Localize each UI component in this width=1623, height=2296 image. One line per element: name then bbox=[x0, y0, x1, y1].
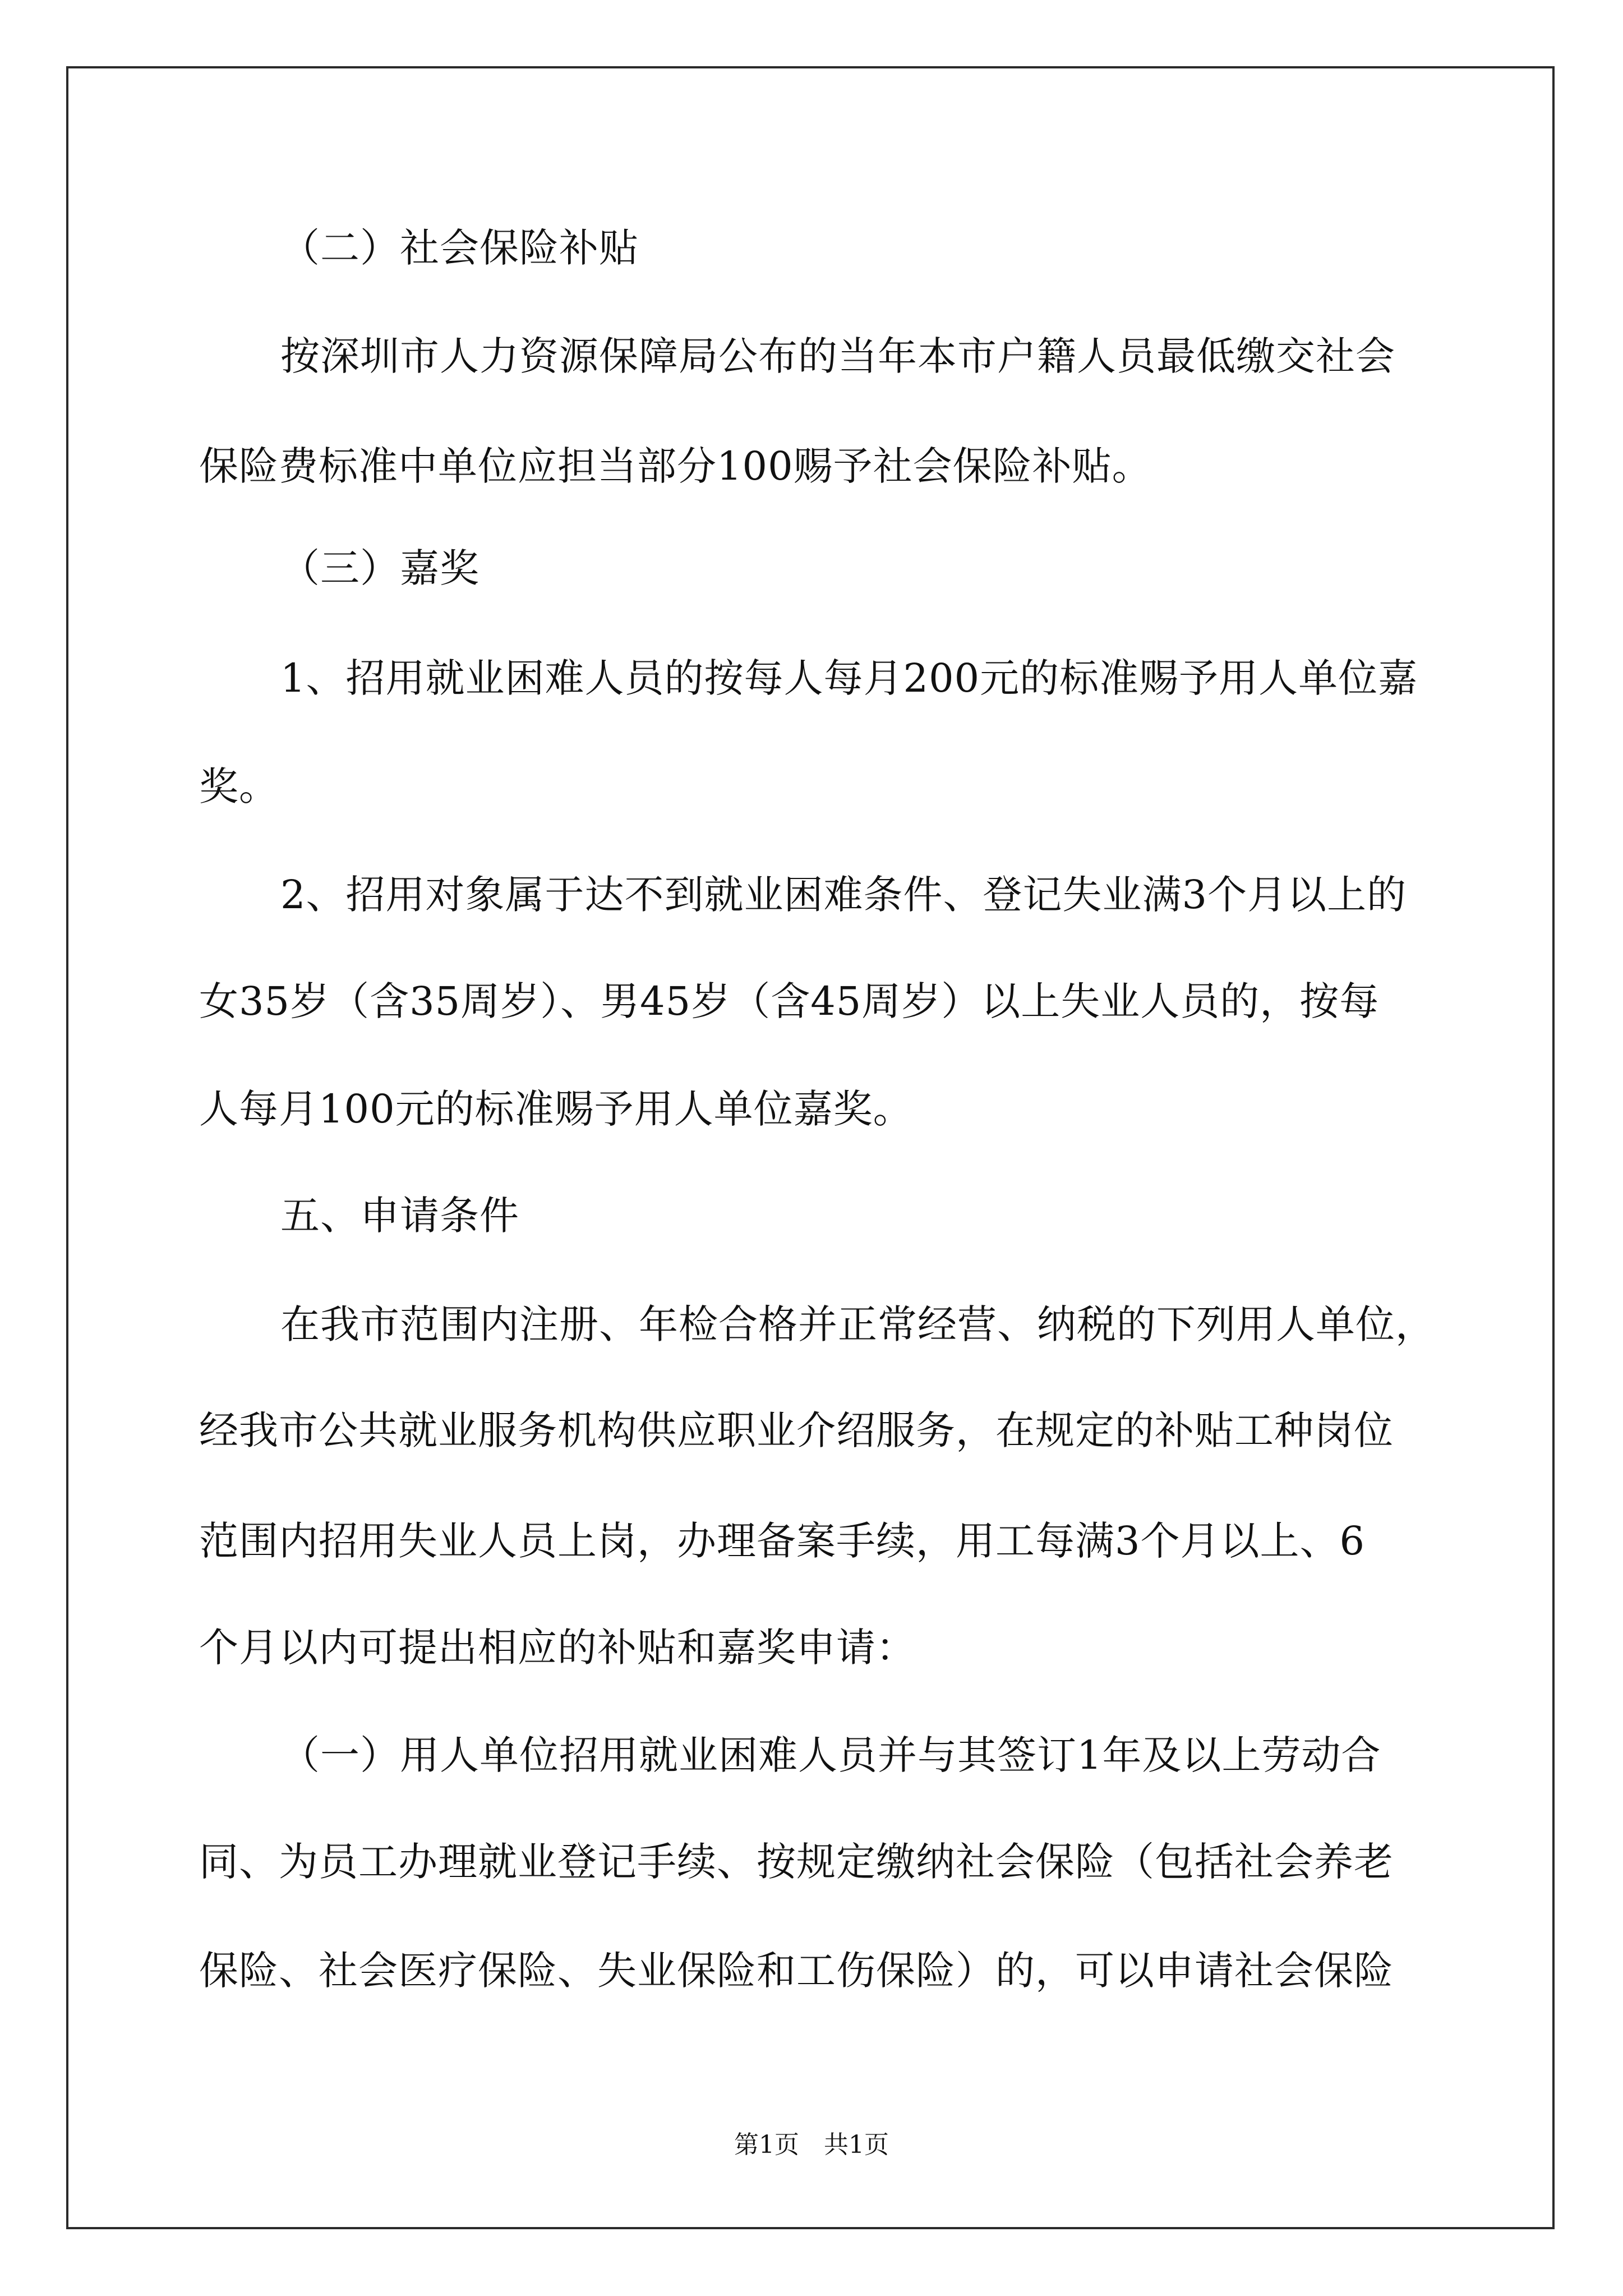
paragraph-line: 1、招用就业困难人员的按每人每月200元的标准赐予用人单位嘉 bbox=[280, 655, 1418, 701]
page-total: 共1页 bbox=[824, 2131, 889, 2159]
section-heading-reward: （三）嘉奖 bbox=[280, 545, 479, 591]
page-border bbox=[66, 66, 1555, 2229]
section-heading-application-conditions: 五、申请条件 bbox=[280, 1193, 519, 1239]
paragraph-line: （一）用人单位招用就业困难人员并与其签订1年及以上劳动合 bbox=[280, 1732, 1381, 1778]
paragraph-line: 在我市范围内注册、年检合格并正常经营、纳税的下列用人单位， bbox=[280, 1301, 1435, 1347]
paragraph-line: 个月以内可提出相应的补贴和嘉奖申请： bbox=[199, 1625, 916, 1671]
page-number: 第1页 bbox=[734, 2131, 799, 2159]
paragraph-line: 经我市公共就业服务机构供应职业介绍服务，在规定的补贴工种岗位 bbox=[199, 1407, 1394, 1453]
paragraph-line: 保险费标准中单位应担当部分100赐予社会保险补贴。 bbox=[199, 443, 1152, 489]
section-heading-social-insurance-subsidy: （二）社会保险补贴 bbox=[280, 225, 639, 271]
page-footer bbox=[0, 2133, 1623, 2157]
paragraph-line: 按深圳市人力资源保障局公布的当年本市户籍人员最低缴交社会 bbox=[280, 333, 1395, 379]
paragraph-line: 女35岁（含35周岁）、男45岁（含45周岁）以上失业人员的，按每 bbox=[199, 978, 1380, 1024]
paragraph-line: 同、为员工办理就业登记手续、按规定缴纳社会保险（包括社会养老 bbox=[199, 1839, 1394, 1885]
paragraph-line: 人每月100元的标准赐予用人单位嘉奖。 bbox=[199, 1086, 913, 1132]
paragraph-line: 保险、社会医疗保险、失业保险和工伤保险）的，可以申请社会保险 bbox=[199, 1948, 1394, 1994]
paragraph-line: 奖。 bbox=[199, 763, 279, 809]
paragraph-line: 2、招用对象属于达不到就业困难条件、登记失业满3个月以上的 bbox=[280, 872, 1407, 918]
paragraph-line: 范围内招用失业人员上岗，办理备案手续，用工每满3个月以上、6 bbox=[199, 1518, 1366, 1564]
